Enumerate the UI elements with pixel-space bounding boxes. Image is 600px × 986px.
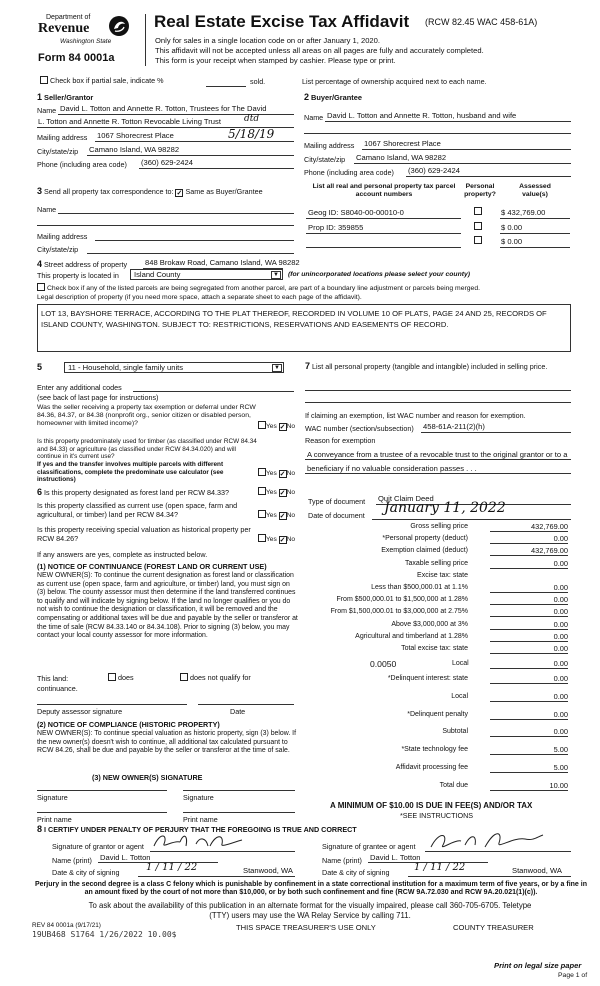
parcel-value-3[interactable]: $ 0.00 <box>501 237 523 246</box>
chevron-down-icon[interactable]: ▼ <box>271 271 281 279</box>
intro-line1: Only for sales in a single location code on or after January 1, 2020. <box>155 36 380 45</box>
cashier-stamp: 19UB468 S1764 1/26/2022 10.00$ <box>32 930 177 939</box>
legal-description: LOT 13, BAYSHORE TERRACE, ACCORDING TO THE PLAT THEREOF, RECORDED IN VOLUME 10 OF PLATS, PAGE 24 AND 25, RECORDS OF ISLAND COUNTY, WASHINGTON. SUBJECT TO: RESTRICTIONS, RESERVATIONS AND EASEMENTS OF RECORD. <box>41 309 547 329</box>
continuance-label: continuance. <box>37 684 78 693</box>
fee-value[interactable]: 10.00 <box>490 781 568 791</box>
intro-line3: This form is your receipt when stamped by cashier. Please type or print. <box>155 56 396 65</box>
seller-city[interactable]: Camano Island, WA 98282 <box>89 145 180 154</box>
buyer-name[interactable]: David L. Totton and Annette R. Totton, husband and wife <box>327 111 517 120</box>
grantor-name-label: Name (print) <box>52 856 92 865</box>
fee-label: From $500,000.01 to $1,500,000 at 1.28% <box>336 596 468 604</box>
buyer-address-label: Mailing address <box>304 141 355 150</box>
see-instructions: *SEE INSTRUCTIONS <box>400 811 474 820</box>
reason-label: Reason for exemption <box>305 436 376 445</box>
exemption-label: If claiming an exemption, list WAC number and reason for exemption. <box>305 411 526 420</box>
fee-label: From $1,500,000.01 to $3,000,000 at 2.75% <box>330 608 468 616</box>
owner-print-label-2: Print name <box>183 815 218 824</box>
parcel-account-1[interactable]: Geog ID: S8040-00-00010-0 <box>308 208 404 217</box>
local-rate[interactable]: 0.0050 <box>370 659 397 669</box>
this-land-label: This land: <box>37 674 69 683</box>
fee-label: Total excise tax: state <box>401 645 468 652</box>
sec6-q1-answers: Yes ✓No <box>258 487 295 497</box>
doc-type[interactable]: Quit Claim Deed <box>378 494 434 503</box>
fee-label: *State technology fee <box>401 746 468 754</box>
notice2-body: NEW OWNER(S): To continue special valuation as historic property, sign (3) below. If the new owner(s) doesn't wish to continue, all additional tax calculated pursuant to RCW 84.26, shall be due and payable by the seller or transferor at the time of sale. <box>37 730 297 755</box>
revision-code: REV 84 0001a (9/17/21) <box>32 922 101 929</box>
parcel-personal-checkbox-3[interactable] <box>474 236 482 244</box>
agency-line3: Washington State <box>60 38 112 45</box>
partial-sale-checkbox[interactable] <box>40 76 48 84</box>
parcel-personal-checkbox-1[interactable] <box>474 207 482 215</box>
corr-address-label: Mailing address <box>37 232 88 241</box>
does-not-option: does not qualify for <box>180 673 251 682</box>
fee-label: Local <box>451 692 468 700</box>
fee-value[interactable]: 0.00 <box>490 620 568 630</box>
fee-label: Exemption claimed (deduct) <box>381 547 468 555</box>
street-row: 4 Street address of property <box>37 259 128 269</box>
minimum-note: A MINIMUM OF $10.00 IS DUE IN FEE(S) AND/OR TAX <box>330 801 533 810</box>
fee-value[interactable]: 0.00 <box>490 632 568 642</box>
fee-label: Agricultural and timberland at 1.28% <box>355 632 468 640</box>
seller-name-line2[interactable]: L. Totton and Annette R. Totton Revocable Living Trust <box>38 117 221 126</box>
corr-name-label: Name <box>37 205 57 214</box>
buyer-city-label: City/state/zip <box>304 155 346 164</box>
fee-label: *Delinquent interest: state <box>387 675 468 682</box>
sec5-q2-no-checkbox[interactable]: ✓ <box>279 471 286 478</box>
buyer-phone-label: Phone (including area code) <box>304 168 394 177</box>
seller-address[interactable]: 1067 Shorecrest Place <box>97 131 174 140</box>
buyer-name-label: Name <box>304 113 324 122</box>
grantee-signature[interactable] <box>425 827 555 853</box>
fee-value[interactable]: 0.00 <box>490 595 568 605</box>
fee-label: Above $3,000,000 at 3% <box>391 620 468 628</box>
sec5-q2-yes-checkbox[interactable] <box>258 468 266 476</box>
wac-label: WAC number (section/subsection) <box>305 424 414 433</box>
notice1-body: NEW OWNER(S): To continue the current designation as forest land or classification as current use (open space, farm and agriculture, or timber) land, you must sign on (3) below. The county assessor must then determine if the land transferred continues to qualify and will indicate by signing below. If the land no longer qualifies or you do not wish to continue the designation or classification, it will be removed and the compensating or additional taxes will be due and payable by the seller or transferor at the time of sale (RCW 84.33.140 or 84.34.108). Prior to signing (3) below, you may contact your local county assessor for more information. <box>37 572 298 640</box>
chevron-down-icon[interactable]: ▼ <box>272 364 282 372</box>
availability-line2: (TTY) users may use the WA Relay Service by calling 711. <box>209 911 411 920</box>
owner-signature-label-1: Signature <box>37 793 68 802</box>
parcel-header-personal: Personal property? <box>464 183 496 198</box>
parcel-account-2[interactable]: Prop ID: 359855 <box>308 223 364 232</box>
sec6-q1-no-checkbox[interactable]: ✓ <box>279 490 286 497</box>
parcel-value-1[interactable]: $ 432,769.00 <box>501 208 546 217</box>
sec6-q1-yes-checkbox[interactable] <box>258 487 266 495</box>
sec6-q2-no-checkbox[interactable]: ✓ <box>279 513 286 520</box>
perjury-notice: Perjury in the second degree is a class C felony which is punishable by confinement in a state correctional institution for a maximum term of five years, or by a fine in an amount fixed by the court of not more than $10,000, or by both such confinement and fine (RCW 9A.72.030 and RCW 9A.20.021(1)(c)). <box>35 881 587 897</box>
does-qualify-checkbox[interactable] <box>108 673 116 681</box>
grantee-date[interactable]: 1 / 11 / 22 <box>414 862 466 873</box>
exemption-reason[interactable]: A conveyance from a trustee of a revocable trust to the original grantor or to a beneficiary if no valuable consideration passes . . . <box>307 450 568 473</box>
sec6-q3-yes-checkbox[interactable] <box>258 534 266 542</box>
seller-heading: 1 Seller/Grantor <box>37 92 94 102</box>
dor-logo <box>38 14 130 48</box>
county-note: (for unincorporated locations please select your county) <box>288 271 471 278</box>
grantee-sig-label: Signature of grantee or agent <box>322 842 416 851</box>
local-value[interactable]: 0.00 <box>490 659 568 669</box>
buyer-heading: 2 Buyer/Grantee <box>304 92 362 102</box>
fee-value[interactable]: 0.00 <box>490 583 568 593</box>
doc-type-label: Type of document <box>308 497 366 506</box>
located-label: This property is located in <box>37 271 119 280</box>
grantee-date-label: Date & city of signing <box>322 868 390 877</box>
grantor-date[interactable]: 1 / 11 / 22 <box>146 862 198 873</box>
correspondence-heading: 3 Send all property tax correspondence to: ✓ Same as Buyer/Grantee <box>37 186 263 197</box>
doc-date[interactable]: January 11, 2022 <box>384 500 506 516</box>
fee-value[interactable]: 0.00 <box>490 710 568 720</box>
parcel-header-assessed: Assessed value(s) <box>519 183 551 198</box>
sec6-q2-yes-checkbox[interactable] <box>258 510 266 518</box>
sec6-q2: Is this property classified as current use (open space, farm and agricultural, or timber) land per RCW 84.34? <box>37 501 238 519</box>
fee-value[interactable]: 0.00 <box>490 607 568 617</box>
owner-print-label-1: Print name <box>37 815 72 824</box>
buyer-phone[interactable]: (360) 629-2424 <box>408 166 460 175</box>
grantee-city[interactable]: Stanwood, WA <box>512 866 562 875</box>
fee-value[interactable]: 432,769.00 <box>490 522 568 532</box>
seller-initials: dtd <box>244 114 260 124</box>
form-number: Form 84 0001a <box>38 52 115 64</box>
citation: (RCW 82.45 WAC 458-61A) <box>425 17 538 27</box>
sec5-q1-answers: Yes ✓No <box>258 421 295 431</box>
intro-line2: This affidavit will not be accepted unless all areas on all pages are fully and accurately completed. <box>155 46 484 55</box>
seller-name-line1[interactable]: David L. Totton and Annette R. Totton, Trustees for The David <box>60 104 267 113</box>
fee-label: Affidavit processing fee <box>395 764 468 771</box>
fee-value[interactable]: 0.00 <box>490 692 568 702</box>
grantor-sig-label: Signature of grantor or agent <box>52 842 144 851</box>
seller-phone-label: Phone (including area code) <box>37 160 127 169</box>
buyer-address[interactable]: 1067 Shorecrest Place <box>364 139 441 148</box>
ownership-note: List percentage of ownership acquired next to each name. <box>302 77 487 86</box>
same-as-buyer-checkbox[interactable]: ✓ <box>176 190 183 197</box>
print-legal-note: Print on legal size paper <box>494 961 582 970</box>
partial-sold-text: sold. <box>250 77 266 86</box>
parcel-header-accounts: List all real and personal property tax parcel account numbers <box>312 183 456 198</box>
notice1-title: (1) NOTICE OF CONTINUANCE (FOREST LAND OR CURRENT USE) <box>37 562 267 571</box>
certify-row: 8 I CERTIFY UNDER PENALTY OF PERJURY THAT THE FOREGOING IS TRUE AND CORRECT <box>37 824 357 834</box>
fee-label: Subtotal <box>442 728 468 736</box>
seller-hand-date: 5/18/19 <box>228 127 275 141</box>
sec6-q1: 6 Is this property designated as forest land per RCW 84.33? <box>37 487 229 497</box>
sec6-q3-no-checkbox[interactable]: ✓ <box>279 537 286 544</box>
buyer-city[interactable]: Camano Island, WA 98282 <box>356 153 447 162</box>
grantor-name[interactable]: David L. Totton <box>100 853 151 862</box>
fee-value[interactable]: 432,769.00 <box>490 546 568 556</box>
codes-note: (see back of last page for instructions) <box>37 393 159 402</box>
fee-value[interactable]: 0.00 <box>490 644 568 654</box>
land-use-select[interactable]: 11 - Household, single family units ▼ <box>64 362 284 373</box>
grantor-date-label: Date & city of signing <box>52 868 120 877</box>
sec6-q3: Is this property receiving special valuation as historical property per RCW 84.26? <box>37 525 251 543</box>
sec5-q2a: Is this property predominately used for timber (as classified under RCW 84.34 and 84.33) or agriculture (as classified under RCW 84.34.020) and will continue in it's current use? <box>37 438 257 461</box>
sec6-q3-answers: Yes ✓No <box>258 534 295 544</box>
fee-label: Total due <box>439 781 468 789</box>
fee-label: Gross selling price <box>410 523 468 530</box>
doc-date-label: Date of document <box>308 511 365 520</box>
page-number: Page 1 of <box>558 972 588 979</box>
seller-name-label: Name <box>37 106 57 115</box>
county-select[interactable]: Island County ▼ <box>130 269 283 280</box>
sec5-q2b: If yes and the transfer involves multiple parcels with different classifications, complete the predominate use calculator (see instructions) <box>37 461 224 484</box>
codes-label: Enter any additional codes <box>37 383 122 392</box>
sec5-q1-yes-checkbox[interactable] <box>258 421 266 429</box>
fee-label: Excise tax: state <box>417 571 468 579</box>
notice2-title: (2) NOTICE OF COMPLIANCE (HISTORIC PROPERTY) <box>37 720 220 729</box>
agency-line2: Revenue <box>38 21 90 36</box>
page-title: Real Estate Excise Tax Affidavit <box>154 12 410 31</box>
seller-city-label: City/state/zip <box>37 147 79 156</box>
treasurer-use: THIS SPACE TREASURER'S USE ONLY <box>236 923 376 932</box>
fee-label: *Personal property (deduct) <box>382 535 468 543</box>
deputy-signature-label: Deputy assessor signature <box>37 707 123 716</box>
legal-description-box[interactable] <box>37 304 571 352</box>
partial-sale-text: Check box if partial sale, indicate % <box>50 76 164 85</box>
seller-address-label: Mailing address <box>37 133 88 142</box>
county-treasurer: COUNTY TREASURER <box>453 923 534 932</box>
sec6-instruct: If any answers are yes, complete as instructed below. <box>37 550 208 559</box>
availability-line1: To ask about the availability of this publication in an alternate format for the visually impaired, please call 360-705-6705. Teletype <box>88 901 532 910</box>
segregated-row: Check box if any of the listed parcels are being segregated from another parcel, are part of a boundary line adjustment or parcels being merged. <box>37 283 480 292</box>
segregated-checkbox[interactable] <box>37 283 45 291</box>
partial-sale-row <box>40 76 163 85</box>
fee-label: *Delinquent penalty <box>407 710 468 718</box>
sec6-q2-answers: Yes ✓No <box>258 510 295 520</box>
does-option: does <box>108 673 134 682</box>
fee-value[interactable]: 0.00 <box>490 727 568 737</box>
does-not-qualify-checkbox[interactable] <box>180 673 188 681</box>
grantor-signature[interactable] <box>150 828 270 852</box>
corr-city-label: City/state/zip <box>37 245 79 254</box>
deputy-date-label: Date <box>230 707 246 716</box>
sec5-q2-answers: Yes ✓No <box>258 468 295 478</box>
fee-label: Less than $500,000.01 at 1.1% <box>371 584 468 591</box>
seller-phone[interactable]: (360) 629-2424 <box>141 158 193 167</box>
sec5-q1: Was the seller receiving a property tax exemption or deferral under RCW 84.36, 84.37, or 84.38 (nonprofit org., senior citizen or disabled person, homeowner with limited income)? <box>37 404 256 428</box>
fee-value[interactable]: 5.00 <box>490 763 568 773</box>
owner-signature-label-2: Signature <box>183 793 214 802</box>
wac-number[interactable]: 458-61A-211(2)(h) <box>423 422 485 431</box>
sec5-number: 5 <box>37 362 43 372</box>
fee-value[interactable]: 0.00 <box>490 534 568 544</box>
parcel-value-2[interactable]: $ 0.00 <box>501 223 523 232</box>
fee-value[interactable]: 0.00 <box>490 674 568 684</box>
grantee-name-label: Name (print) <box>322 856 362 865</box>
legal-label: Legal description of property (if you need more space, attach a separate sheet to each page of the affidavit). <box>37 294 362 301</box>
parcel-personal-checkbox-2[interactable] <box>474 222 482 230</box>
property-street[interactable]: 848 Brokaw Road, Camano Island, WA 98282 <box>145 258 300 267</box>
dor-swirl-icon <box>108 15 130 37</box>
fee-value[interactable]: 5.00 <box>490 745 568 755</box>
sec7-text: 7 List all personal property (tangible and intangible) included in selling price. <box>305 361 548 371</box>
local-label: Local <box>452 660 469 667</box>
grantee-name[interactable]: David L. Totton <box>370 853 421 862</box>
grantor-city[interactable]: Stanwood, WA <box>243 866 293 875</box>
agency-line1: Department of <box>46 14 91 21</box>
fee-value[interactable]: 0.00 <box>490 559 568 569</box>
fee-label: Taxable selling price <box>404 559 468 567</box>
sec5-q1-no-checkbox[interactable]: ✓ <box>279 424 286 431</box>
notice3-title: (3) NEW OWNER(S) SIGNATURE <box>92 773 203 782</box>
